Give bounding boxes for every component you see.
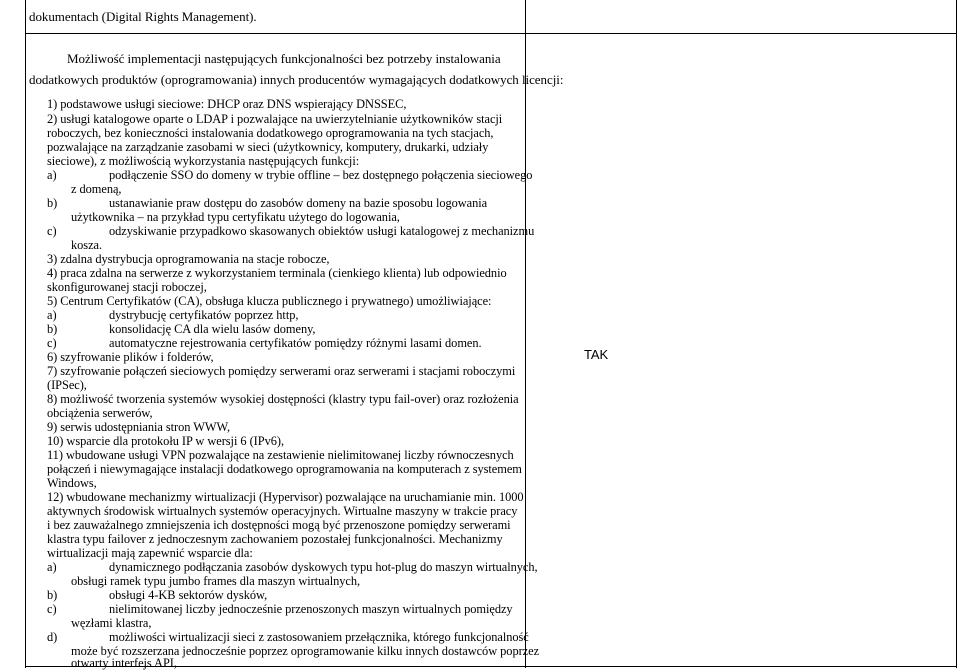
list-item-continuation: klastra typu failover z jednoczesnym zachowaniem pozostałej funkcjonalności. Mechanizmy: [47, 532, 503, 546]
list-item: 6) szyfrowanie plików i folderów,: [47, 350, 214, 364]
sub-item-continuation: otwarty interfejs API,: [71, 656, 177, 670]
sub-item-marker: a): [47, 168, 57, 182]
sub-item-continuation: użytkownika – na przykład typu certyfikatu użytego do logowania,: [71, 210, 400, 224]
sub-item-continuation: obsługi ramek typu jumbo frames dla maszyn wirtualnych,: [71, 574, 361, 588]
list-item-continuation: obciążenia serwerów,: [47, 406, 153, 420]
sub-item-marker: c): [47, 224, 57, 238]
sub-item-continuation: z domeną,: [71, 182, 122, 196]
list-item-continuation: skonfigurowanej stacji roboczej,: [47, 280, 207, 294]
list-item-continuation: wirtualizacji mają zapewnić wsparcie dla:: [47, 546, 253, 560]
list-item-continuation: sieciowe), z możliwością wykorzystania następujących funkcji:: [47, 154, 360, 168]
list-item-continuation: Windows,: [47, 476, 97, 490]
previous-row-text: dokumentach (Digital Rights Management).: [29, 9, 257, 24]
sub-item-marker: d): [47, 630, 58, 644]
list-item-continuation: roboczych, bez konieczności instalowania dodatkowego oprogramowania na tych stacjach,: [47, 126, 494, 140]
sub-item-text: możliwości wirtualizacji sieci z zastosowaniem przełącznika, którego funkcjonalność: [109, 630, 529, 644]
sub-item-marker: c): [47, 336, 57, 350]
sub-item-marker: b): [47, 196, 58, 210]
list-item-continuation: (IPSec),: [47, 378, 87, 392]
sub-item-text: konsolidację CA dla wielu lasów domeny,: [109, 322, 316, 336]
sub-item-text: ustanawianie praw dostępu do zasobów domeny na bazie sposobu logowania: [109, 196, 488, 210]
list-item: 5) Centrum Certyfikatów (CA), obsługa klucza publicznego i prywatnego) umożliwiające:: [47, 294, 492, 308]
list-item-continuation: pozwalające na zarządzanie zasobami w sieci (użytkownicy, komputery, drukarki, udziały: [47, 140, 489, 154]
list-item: 2) usługi katalogowe oparte o LDAP i pozwalające na uwierzytelnianie użytkowników stacji: [47, 112, 503, 126]
table-border-right: [956, 0, 957, 668]
sub-item-text: odzyskiwanie przypadkowo skasowanych obiektów usługi katalogowej z mechanizmu: [109, 224, 535, 238]
compliance-answer: TAK: [584, 347, 609, 362]
sub-item-marker: a): [47, 308, 57, 322]
sub-item-marker: b): [47, 588, 58, 602]
sub-item-continuation: może być rozszerzana jednocześnie poprzez oprogramowanie kilku innych dostawców poprzez: [71, 644, 540, 658]
list-item: 8) możliwość tworzenia systemów wysokiej dostępności (klastry typu fail-over) oraz rozłożenia: [47, 392, 519, 406]
list-item: 12) wbudowane mechanizmy wirtualizacji (Hypervisor) pozwalające na uruchamianie min. 1000: [47, 490, 524, 504]
list-item: 7) szyfrowanie połączeń sieciowych pomiędzy serwerami oraz serwerami i stacjami roboczymi: [47, 364, 516, 378]
sub-item-text: obsługi 4-KB sektorów dysków,: [109, 588, 268, 602]
list-item-continuation: aktywnych środowisk wirtualnych systemów operacyjnych. Wirtualne maszyny w trakcie pracy: [47, 504, 518, 518]
intro-line: dodatkowych produktów (oprogramowania) innych producentów wymagających dodatkowych licencji:: [29, 72, 564, 87]
sub-item-text: automatyczne rejestrowania certyfikatów pomiędzy różnymi lasami domen.: [109, 336, 482, 350]
list-item: 4) praca zdalna na serwerze z wykorzystaniem terminala (cienkiego klienta) lub odpowiednio: [47, 266, 507, 280]
list-item-continuation: połączeń i niewymagające instalacji dodatkowego oprogramowania na komputerach z systemem: [47, 462, 522, 476]
sub-item-marker: b): [47, 322, 58, 336]
list-item: 10) wsparcie dla protokołu IP w wersji 6 (IPv6),: [47, 434, 284, 448]
sub-item-continuation: kosza.: [71, 238, 103, 252]
list-item: 3) zdalna dystrybucja oprogramowania na stacje robocze,: [47, 252, 330, 266]
sub-item-text: podłączenie SSO do domeny w trybie offline – bez dostępnego połączenia sieciowego: [109, 168, 533, 182]
list-item: 11) wbudowane usługi VPN pozwalające na zestawienie nielimitowanej liczby równoczesnych: [47, 448, 514, 462]
list-item-continuation: i bez zauważalnego zmniejszenia ich dostępności mogą być przenoszone pomiędzy serwerami: [47, 518, 511, 532]
sub-item-continuation: węzłami klastra,: [71, 616, 152, 630]
sub-item-text: dynamicznego podłączania zasobów dyskowych typu hot-plug do maszyn wirtualnych,: [109, 560, 538, 574]
sub-item-text: nielimitowanej liczby jednocześnie przenoszonych maszyn wirtualnych pomiędzy: [109, 602, 513, 616]
intro-line: Możliwość implementacji następujących funkcjonalności bez potrzeby instalowania: [67, 51, 501, 66]
table-border-left: [25, 0, 26, 668]
list-item: 1) podstawowe usługi sieciowe: DHCP oraz DNS wspierający DNSSEC,: [47, 97, 407, 111]
sub-item-text: dystrybucję certyfikatów poprzez http,: [109, 308, 299, 322]
list-item: 9) serwis udostępniania stron WWW,: [47, 420, 231, 434]
sub-item-marker: a): [47, 560, 57, 574]
table-row-divider: [25, 33, 957, 34]
sub-item-marker: c): [47, 602, 57, 616]
